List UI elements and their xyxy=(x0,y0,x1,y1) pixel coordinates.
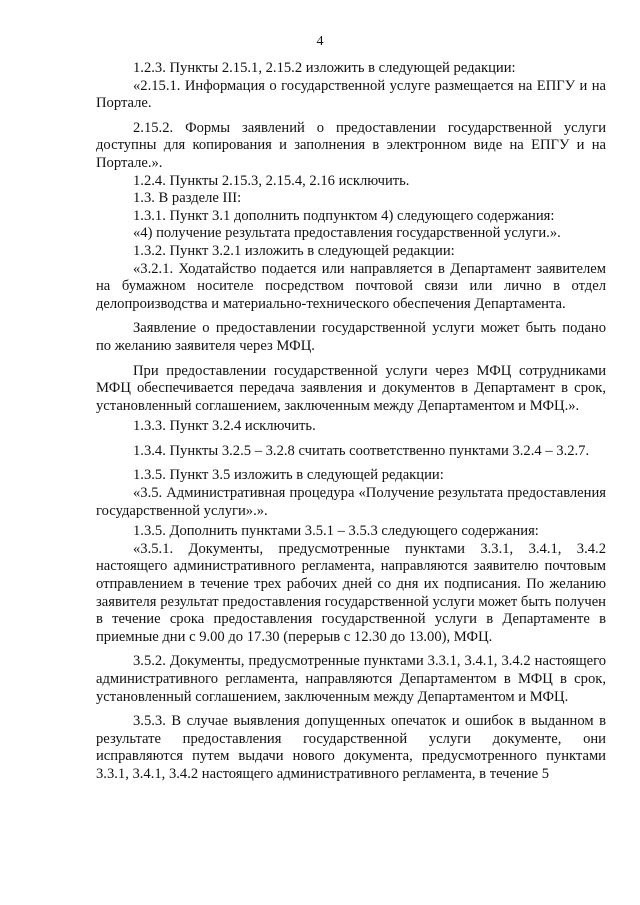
paragraph: 1.3.5. Пункт 3.5 изложить в следующей редакции: xyxy=(133,467,444,484)
paragraph: 3.5.2. Документы, предусмотренные пунктами 3.3.1, 3.4.1, 3.4.2 настоящего административного регламента, направляются Департаментом в МФЦ в срок, установленный соглашением, заключенным между Департаментом и МФЦ. xyxy=(96,653,606,705)
paragraph: 1.2.3. Пункты 2.15.1, 2.15.2 изложить в следующей редакции: xyxy=(133,60,516,76)
paragraph: 1.3.4. Пункты 3.2.5 – 3.2.8 считать соответственно пунктами 3.2.4 – 3.2.7. xyxy=(133,442,590,459)
paragraph: «4) получение результата предоставления государственной услуги.». xyxy=(133,225,561,242)
paragraph: При предоставлении государственной услуги через МФЦ сотрудниками МФЦ обеспечивается передача заявления и документов в Департамент в срок, установленный соглашением, заключенным между Департаментом и МФЦ.». xyxy=(96,362,606,414)
paragraph: 1.3.2. Пункт 3.2.1 изложить в следующей редакции: xyxy=(133,242,455,259)
paragraph: 2.15.2. Формы заявлений о предоставлении государственной услуги доступны для копирования и заполнения в электронном виде на ЕПГУ и на Портале.». xyxy=(96,119,606,171)
paragraph: 1.3.3. Пункт 3.2.4 исключить. xyxy=(133,418,316,435)
paragraph: 1.3.5. Дополнить пунктами 3.5.1 – 3.5.3 следующего содержания: xyxy=(133,523,539,540)
paragraph: «3.5.1. Документы, предусмотренные пунктами 3.3.1, 3.4.1, 3.4.2 настоящего административного регламента, направляются заявителю почтовым отправлением в течение трех рабочих дней со дня их подписания. По желанию заявителя результат предоставления государственной услуги может быть получен в течение срока предоставления государственной услуги в Департаменте в приемные дни с 9.00 до 17.30 (перерыв с 12.30 до 13.00), МФЦ. xyxy=(96,540,606,645)
paragraph: Заявление о предоставлении государственной услуги может быть подано по желанию заявителя через МФЦ. xyxy=(96,320,606,354)
paragraph: 3.5.3. В случае выявления допущенных опечаток и ошибок в выданном в результате предоставления государственной услуги документе, они исправляются путем выдачи нового документа, предусмотренного пунктами 3.3.1, 3.4.1, 3.4.2 настоящего административного регламента, в течение 5 xyxy=(96,713,606,782)
paragraph: «3.5. Административная процедура «Получение результата предоставления государственной услуги».». xyxy=(96,485,606,519)
paragraph: 1.2.4. Пункты 2.15.3, 2.15.4, 2.16 исключить. xyxy=(133,172,410,189)
paragraph: 1.3. В разделе III: xyxy=(133,190,242,207)
paragraph: 1.3.1. Пункт 3.1 дополнить подпунктом 4) следующего содержания: xyxy=(133,207,555,224)
page-number: 4 xyxy=(316,34,324,49)
document-body xyxy=(96,60,606,784)
paragraph: «3.2.1. Ходатайство подается или направляется в Департамент заявителем на бумажном носителе посредством почтовой связи или лично в отдел делопроизводства и материально-технического обеспечения Департамента. xyxy=(96,260,606,312)
paragraph: «2.15.1. Информация о государственной услуге размещается на ЕПГУ и на Портале. xyxy=(96,77,606,112)
